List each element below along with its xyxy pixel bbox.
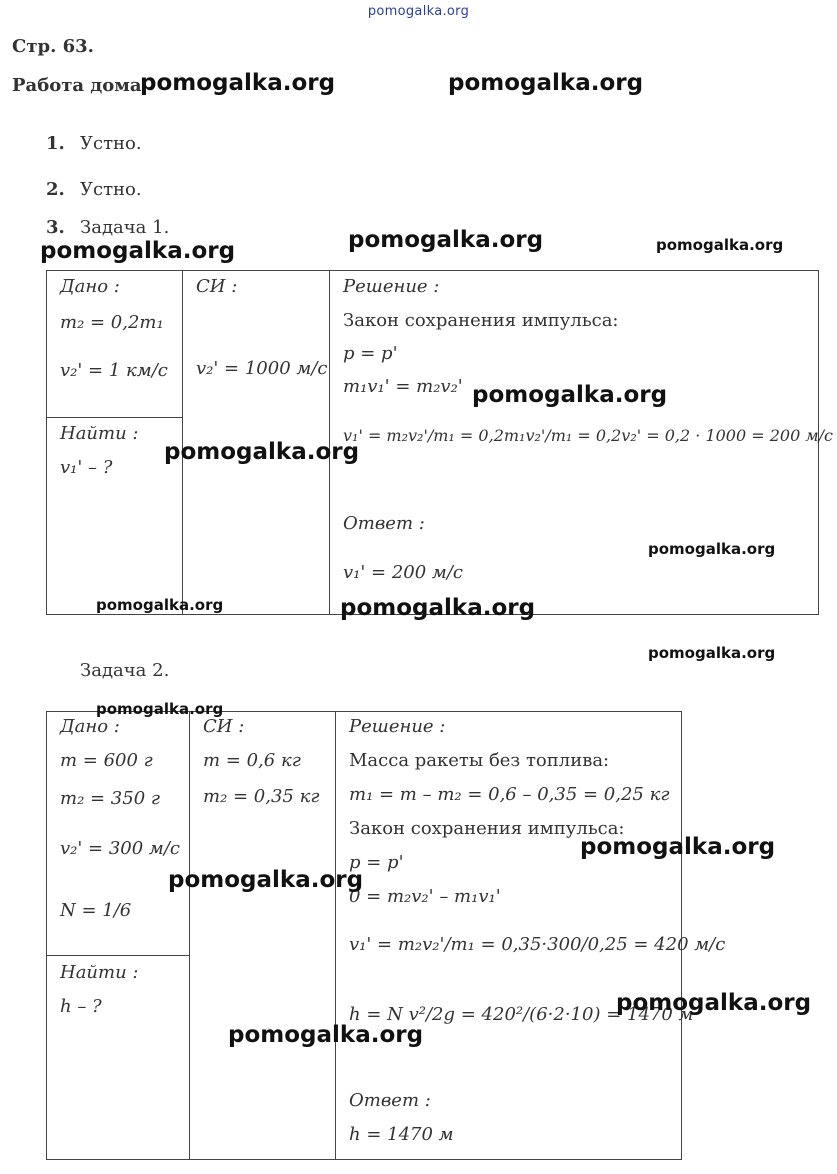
- solution-label: Решение :: [349, 716, 446, 737]
- equation: m₁v₁' = m₂v₂': [343, 376, 463, 397]
- watermark: pomogalka.org: [168, 867, 364, 893]
- equation: m₁ = m – m₂ = 0,6 – 0,35 = 0,25 кг: [349, 784, 670, 805]
- find-value: h – ?: [60, 996, 102, 1017]
- given-value: v₂' = 300 м/с: [60, 838, 181, 859]
- given-label: Дано :: [60, 716, 120, 737]
- watermark: pomogalka.org: [448, 70, 644, 96]
- equation: v₁' = m₂v₂'/m₁ = 0,2m₁v₂'/m₁ = 0,2v₂' = 0,2 · 1000 = 200 м/с: [343, 426, 833, 445]
- watermark: pomogalka.org: [140, 70, 336, 96]
- equation: 0 = m₂v₂' – m₁v₁': [349, 886, 501, 907]
- item-text: Задача 1.: [80, 217, 170, 238]
- watermark: pomogalka.org: [580, 834, 776, 860]
- page-reference: Стр. 63.: [12, 36, 94, 57]
- si-value: m = 0,6 кг: [203, 750, 301, 771]
- si-value: m₂ = 0,35 кг: [203, 786, 320, 807]
- item-number: 3.: [46, 217, 65, 238]
- watermark: pomogalka.org: [656, 236, 784, 254]
- si-label: СИ :: [196, 276, 238, 297]
- find-label: Найти :: [60, 423, 139, 444]
- given-value: m₂ = 0,2m₁: [60, 312, 164, 333]
- site-caption: pomogalka.org: [367, 4, 470, 19]
- section-title: Работа дома: [12, 75, 142, 96]
- equation: v₁' = m₂v₂'/m₁ = 0,35·300/0,25 = 420 м/с: [349, 934, 726, 955]
- item-text: Устно.: [80, 133, 142, 154]
- watermark: pomogalka.org: [648, 644, 776, 662]
- mass-text: Масса ракеты без топлива:: [349, 750, 610, 771]
- given-value: N = 1/6: [60, 900, 132, 921]
- answer-label: Ответ :: [349, 1090, 431, 1111]
- list-item: [46, 179, 142, 200]
- find-label: Найти :: [60, 962, 139, 983]
- watermark: pomogalka.org: [340, 595, 536, 621]
- answer-label: Ответ :: [343, 513, 425, 534]
- si-label: СИ :: [203, 716, 245, 737]
- item-number: 2.: [46, 179, 65, 200]
- item-number: 1.: [46, 133, 65, 154]
- watermark: pomogalka.org: [348, 227, 544, 253]
- equation: p = p': [349, 852, 404, 873]
- answer-value: v₁' = 200 м/с: [343, 562, 464, 583]
- watermark: pomogalka.org: [96, 700, 224, 718]
- law-text: Закон сохранения импульса:: [343, 310, 619, 331]
- given-value: m = 600 г: [60, 750, 153, 771]
- equation: h = N v²/2g = 420²/(6·2·10) = 1470 м: [349, 1004, 694, 1025]
- law-text: Закон сохранения импульса:: [349, 818, 625, 839]
- watermark: pomogalka.org: [228, 1022, 424, 1048]
- given-value: m₂ = 350 г: [60, 788, 160, 809]
- watermark: pomogalka.org: [40, 238, 236, 264]
- list-item: [46, 217, 169, 238]
- watermark: pomogalka.org: [472, 382, 668, 408]
- solution-label: Решение :: [343, 276, 440, 297]
- watermark: pomogalka.org: [616, 990, 812, 1016]
- list-item: [46, 133, 142, 154]
- si-value: v₂' = 1000 м/с: [196, 358, 328, 379]
- watermark: pomogalka.org: [96, 596, 224, 614]
- equation: p = p': [343, 343, 398, 364]
- task2-title: Задача 2.: [80, 660, 170, 681]
- item-text: Устно.: [80, 179, 142, 200]
- given-value: v₂' = 1 км/с: [60, 360, 168, 381]
- find-value: v₁' – ?: [60, 457, 113, 478]
- watermark: pomogalka.org: [164, 439, 360, 465]
- given-label: Дано :: [60, 276, 120, 297]
- answer-value: h = 1470 м: [349, 1124, 454, 1145]
- watermark: pomogalka.org: [648, 540, 776, 558]
